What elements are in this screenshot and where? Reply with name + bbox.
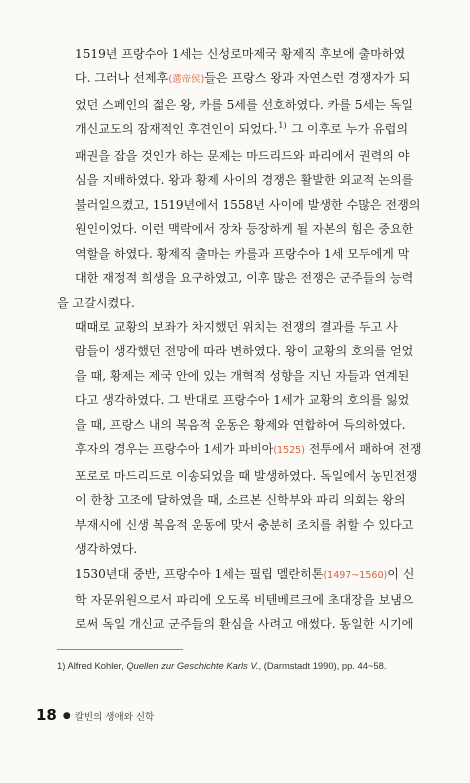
text-line: 로써 독일 개신교 군주들의 환심을 사려고 애썼다. 동일한 시기에 <box>75 617 414 632</box>
text-line: 후자의 경우는 프랑수아 1세가 파비아(1525) 전투에서 패하여 전쟁 <box>75 442 422 457</box>
footnote-reference[interactable]: 1) <box>278 121 287 131</box>
body-text <box>57 42 429 637</box>
footnote-details: , (Darmstadt 1990), pp. 44~58. <box>258 660 387 671</box>
text-line: 원인이었다. 이런 맥락에서 장차 등장하게 될 자본의 힘은 중요한 <box>75 222 414 237</box>
footnote-divider <box>57 649 183 650</box>
text-line: 을 때, 황제는 제국 안에 있는 개혁적 성향을 지닌 자들과 연계된 <box>75 368 410 383</box>
lifespan-annotation: (1497~1560) <box>323 569 388 581</box>
text-line: 었던 스페인의 젊은 왕, 카를 5세를 선호하였다. 카를 5세는 독일 <box>75 97 414 112</box>
bullet-icon: ● <box>62 711 71 721</box>
text-line: 람들이 생각했던 전망에 따라 변하였다. 왕이 교황의 호의를 얻었 <box>75 344 414 359</box>
footnote-marker: 1) <box>57 660 66 671</box>
paragraph-1 <box>57 42 429 315</box>
page-footer <box>36 705 154 724</box>
footnote-author: Alfred Kohler, <box>67 660 124 671</box>
footnote-title: Quellen zur Geschichte Karls V. <box>126 660 259 671</box>
text-line: 이 한창 고조에 달하였을 때, 소르본 신학부와 파리 의회는 왕의 <box>75 493 406 508</box>
text-line: 패권을 잡을 것인가 하는 문제는 마드리드와 파리에서 권력의 야 <box>75 148 410 163</box>
running-title: 칼빈의 생애와 신학 <box>74 712 155 723</box>
text-line: 때때로 교황의 보좌가 차지했던 위치는 전쟁의 결과를 두고 사 <box>75 319 398 334</box>
paragraph-2 <box>57 315 429 562</box>
text-line: 1519년 프랑수아 1세는 신성로마제국 황제직 후보에 출마하였 <box>75 47 406 61</box>
footnote <box>57 660 429 671</box>
text-line: 다. 그러나 선제후(選帝侯)들은 프랑스 왕과 자연스런 경쟁자가 되 <box>75 71 411 86</box>
text-line: 생각하였다. <box>75 542 138 557</box>
text-line: 포로로 마드리드로 이송되었을 때 발생하였다. 독일에서 농민전쟁 <box>75 468 418 483</box>
paragraph-3 <box>57 562 429 637</box>
text-line: 개신교도의 잠재적인 후견인이 되었다.$^{1)}$ 그 이후로 누가 유럽의 <box>75 121 409 137</box>
text-line: 을 고갈시켰다. <box>57 295 135 310</box>
text-line: 1530년대 중반, 프랑수아 1세는 필립 멜란히톤(1497~1560)이 신 <box>75 566 415 581</box>
page-number: 18 <box>36 706 57 724</box>
year-annotation: (1525) <box>273 445 305 457</box>
text-line: 역할을 하였다. 황제직 출마는 카를과 프랑수아 1세 모두에게 막 <box>75 246 410 261</box>
text-line: 다고 생각하였다. 그 반대로 프랑수아 1세가 교황의 호의를 잃었 <box>75 393 410 408</box>
text-line: 심을 지배하였다. 왕과 황제 사이의 경쟁은 활발한 외교적 논의를 <box>75 173 414 188</box>
text-line: 부재시에 신생 복음적 운동에 맞서 충분히 조치를 취할 수 있다고 <box>75 517 414 532</box>
text-line: 대한 재정적 희생을 요구하였고, 이후 많은 전쟁은 군주들의 능력 <box>75 271 414 286</box>
hanja-annotation: (選帝侯) <box>168 74 205 86</box>
text-line: 불러일으켰고, 1519년에서 1558년 사이에 발생한 수많은 전쟁의 <box>75 197 421 212</box>
text-line: 을 때, 프랑스 내의 복음적 운동은 황제와 연합하여 득의하였다. <box>75 417 406 432</box>
text-line: 학 자문위원으로서 파리에 오도록 비텐베르크에 초대장을 보냄으 <box>75 592 414 607</box>
